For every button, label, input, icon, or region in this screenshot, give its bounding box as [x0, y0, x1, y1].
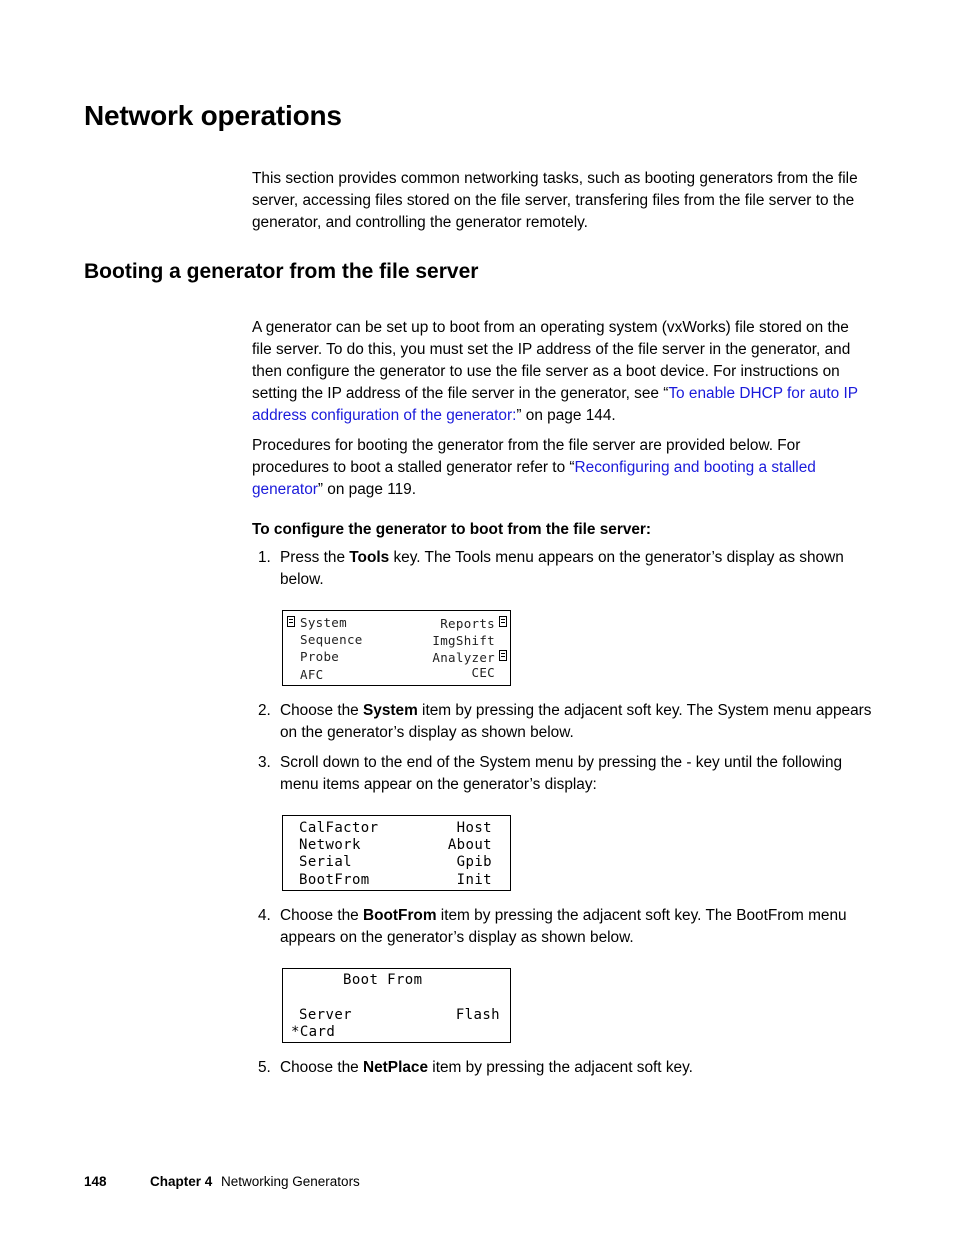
procedure-heading: To configure the generator to boot from the file server: — [252, 521, 652, 538]
display-bootfrom-menu — [282, 968, 511, 1043]
menu-item-probe: Probe — [300, 649, 340, 664]
display-tools-menu — [282, 610, 511, 686]
subsection-title: Booting a generator from the file server — [84, 260, 479, 283]
menu-item-analyzer: Analyzer — [432, 650, 495, 665]
step-text: Scroll down to the end of the System menu by pressing the - key until the following menu items appear on the generator’s display: — [280, 754, 843, 793]
menu-item-serial: Serial — [299, 854, 352, 870]
link-enable-dhcp[interactable]: To enable DHCP for auto IP address configuration of the generator: — [252, 385, 858, 424]
menu-item-bootfrom: BootFrom — [299, 872, 370, 888]
paragraph-setup-text: A generator can be set up to boot from an operating system (vxWorks) file stored on the file server. To do this, you must set the IP address of the file server in the generator, and then configure the generator to use the file server as a boot device. For instructions on setting the IP address of the file server in the generator, see “ — [252, 319, 851, 402]
step-number: 1. — [258, 549, 271, 566]
step-text: item by pressing the adjacent soft key. — [428, 1059, 693, 1076]
menu-item-calfactor: CalFactor — [299, 820, 379, 836]
step-number: 2. — [258, 702, 271, 719]
menu-item-flash: Flash — [455, 1007, 500, 1023]
step-number: 4. — [258, 907, 271, 924]
menu-item-afc: AFC — [300, 667, 324, 682]
document-icon — [499, 650, 507, 661]
step-2 — [252, 700, 872, 744]
menu-item-server: Server — [299, 1007, 352, 1023]
menu-item-network: Network — [299, 837, 361, 853]
paragraph-procedures-page-ref: ” on page 119. — [317, 481, 417, 498]
step-text: Choose the — [280, 702, 363, 719]
menu-item-host: Host — [456, 820, 492, 836]
document-icon — [287, 616, 295, 627]
menu-item-init: Init — [456, 872, 492, 888]
display-title: Boot From — [343, 972, 423, 988]
menu-item-imgshift: ImgShift — [432, 633, 495, 648]
page-number: 148 — [84, 1174, 107, 1189]
menu-item-gpib: Gpib — [456, 854, 492, 870]
intro-paragraph: This section provides common networking tasks, such as booting generators from the file server, accessing files stored on the file server, transfering files from the file server to the generator, and controlling the generator remotely. — [252, 170, 858, 231]
step-number: 5. — [258, 1059, 271, 1076]
step-key-name: NetPlace — [363, 1059, 429, 1076]
step-text: item by pressing the adjacent soft key. The BootFrom menu appears on the generator’s display as shown below. — [280, 907, 847, 946]
paragraph-setup-page-ref: ” on page 144. — [516, 407, 616, 424]
step-5 — [252, 1057, 872, 1079]
paragraph-procedures — [252, 435, 872, 501]
step-text: Choose the — [280, 907, 363, 924]
menu-item-cec: CEC — [471, 665, 495, 680]
page-title: Network operations — [84, 100, 342, 131]
menu-item-sequence: Sequence — [300, 632, 363, 647]
footer-chapter-title: Networking Generators — [221, 1174, 360, 1189]
step-text: item by pressing the adjacent soft key. The System menu appears on the generator’s display as shown below. — [280, 702, 872, 741]
step-1 — [252, 547, 872, 591]
menu-item-card: *Card — [291, 1024, 336, 1040]
step-3 — [252, 752, 872, 796]
menu-item-system: System — [300, 615, 347, 630]
paragraph-procedures-text: Procedures for booting the generator from the file server are provided below. For procedures to boot a stalled generator refer to “ — [252, 437, 801, 476]
paragraph-setup — [252, 317, 872, 427]
menu-item-about: About — [447, 837, 492, 853]
document-icon — [499, 616, 507, 627]
display-system-menu — [282, 815, 511, 891]
step-key-name: System — [363, 702, 418, 719]
step-4 — [252, 905, 872, 949]
step-key-name: Tools — [349, 549, 390, 566]
footer-chapter-label: Chapter 4 — [150, 1174, 213, 1189]
step-text: key. The Tools menu appears on the generator’s display as shown below. — [280, 549, 844, 588]
step-number: 3. — [258, 754, 271, 771]
link-reconfiguring-stalled-generator[interactable]: Reconfiguring and booting a stalled generator — [252, 459, 816, 498]
step-text: Press the — [280, 549, 350, 566]
step-key-name: BootFrom — [363, 907, 437, 924]
menu-item-reports: Reports — [440, 616, 495, 631]
step-text: Choose the — [280, 1059, 363, 1076]
